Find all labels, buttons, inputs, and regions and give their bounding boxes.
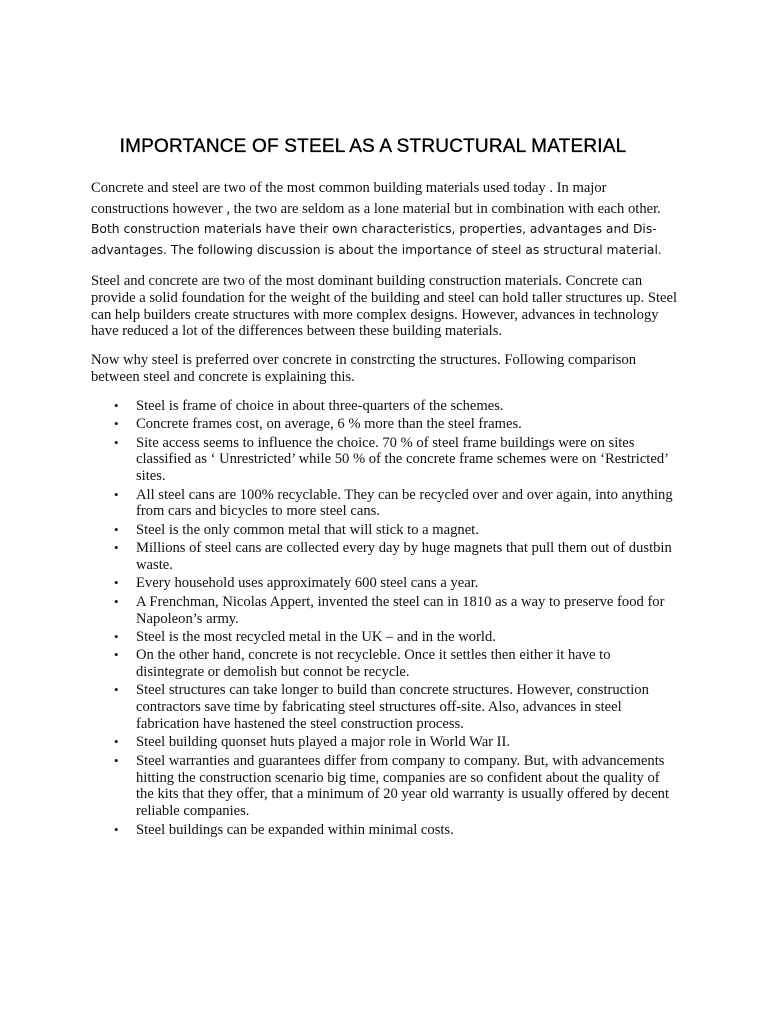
intro-text-serif: Concrete and steel are two of the most common building materials used today . In major constructions however , the two are seldom as a lone material but in combination with each other. xyxy=(91,180,661,217)
bullet-icon: • xyxy=(114,397,119,413)
intro-paragraph xyxy=(91,178,681,260)
list-item-text: Concrete frames cost, on average, 6 % more than the steel frames. xyxy=(136,416,522,433)
list-item xyxy=(91,575,681,592)
bullet-icon: • xyxy=(114,734,119,750)
list-item-text: Steel is the most recycled metal in the UK – and in the world. xyxy=(136,628,496,645)
list-item-text: Steel building quonset huts played a major role in World War II. xyxy=(136,734,511,751)
list-item-text: Site access seems to influence the choice. 70 % of steel frame buildings were on sites classified as ‘ Unrestricted’ while 50 % of the concrete frame schemes were on ‘Restricted’ sites. xyxy=(136,434,668,485)
bullet-icon: • xyxy=(114,540,119,556)
list-item xyxy=(91,753,681,820)
list-item-text: All steel cans are 100% recyclable. They can be recycled over and over again, into anything from cars and bicycles to more steel cans. xyxy=(136,486,673,520)
list-item xyxy=(91,487,681,521)
list-item-text: Steel is the only common metal that will stick to a magnet. xyxy=(136,521,479,538)
list-item-text: A Frenchman, Nicolas Appert, invented the steel can in 1810 as a way to preserve food for Napoleon’s army. xyxy=(136,593,665,627)
list-item xyxy=(91,822,681,839)
list-item xyxy=(91,647,681,681)
list-item-text: On the other hand, concrete is not recycleble. Once it settles then either it have to disintegrate or demolish but connot be recycle. xyxy=(136,647,611,681)
paragraph-materials: Steel and concrete are two of the most dominant building construction materials. Concrete can provide a solid foundation for the weight of the building and steel can hold taller structures up. Steel can help builders create structures with more complex designs. However, advances in technology have reduced a lot of the differences between these building materials. xyxy=(91,273,678,340)
list-item xyxy=(91,416,681,433)
bullet-icon: • xyxy=(114,575,119,591)
list-item-text: Millions of steel cans are collected every day by huge magnets that pull them out of dustbin waste. xyxy=(136,540,672,573)
document-title: IMPORTANCE OF STEEL AS A STRUCTURAL MATERIAL xyxy=(119,136,627,157)
list-item xyxy=(91,540,681,574)
bullet-icon: • xyxy=(114,682,119,698)
list-item xyxy=(91,522,681,539)
list-item-text: Steel warranties and guarantees differ from company to company. But, with advancements hitting the construction scenario big time, companies are so confident about the quality of the kits that they offer, that a minimum of 20 year old warranty is usually offered by decent reliable companies. xyxy=(136,752,670,820)
bullet-icon: • xyxy=(114,647,119,663)
list-item xyxy=(91,629,681,646)
list-item-text: Every household uses approximately 600 steel cans a year. xyxy=(136,575,479,592)
bullet-icon: • xyxy=(114,416,119,432)
list-item xyxy=(91,398,681,415)
bullet-icon: • xyxy=(114,434,119,450)
list-item-text: Steel buildings can be expanded within minimal costs. xyxy=(136,821,454,838)
document-body xyxy=(91,178,681,840)
list-item xyxy=(91,435,681,485)
bullet-icon: • xyxy=(114,628,119,644)
bullet-icon: • xyxy=(114,486,119,502)
paragraph-comparison: Now why steel is preferred over concrete in constrcting the structures. Following comparison between steel and concrete is explaining this. xyxy=(91,352,637,385)
list-item-text: Steel structures can take longer to build than concrete structures. However, construction contractors save time by fabricating steel structures off-site. Also, advances in steel fabrication have hastened the steel construction process. xyxy=(136,682,649,733)
list-item xyxy=(91,682,681,732)
list-item xyxy=(91,594,681,628)
bullet-icon: • xyxy=(114,521,119,537)
list-item-text: Steel is frame of choice in about three-quarters of the schemes. xyxy=(136,397,504,414)
bullet-list xyxy=(91,398,681,839)
bullet-icon: • xyxy=(114,821,119,837)
list-item xyxy=(91,734,681,751)
bullet-icon: • xyxy=(114,752,119,768)
intro-text-sans: Both construction materials have their own characteristics, properties, advantages and Dis-advantages. The following discussion is about the importance of steel as structural material. xyxy=(91,222,662,257)
bullet-icon: • xyxy=(114,593,119,609)
